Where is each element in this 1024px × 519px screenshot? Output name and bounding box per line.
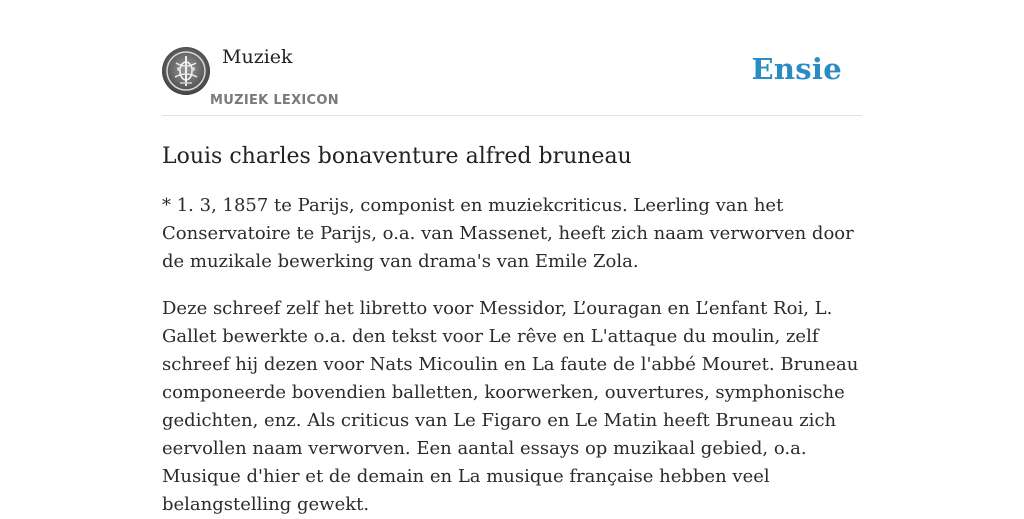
page: [162, 0, 862, 519]
header: [162, 0, 862, 116]
book-subtitle: MUZIEK LEXICON: [210, 93, 339, 108]
entry-body: [162, 192, 862, 519]
music-emblem-icon[interactable]: [162, 47, 210, 95]
entry-title: Louis charles bonaventure alfred bruneau: [162, 144, 632, 169]
brand-logo[interactable]: Ensie: [751, 52, 842, 86]
entry-paragraph: Deze schreef zelf het libretto voor Messidor, L’ouragan en L’enfant Roi, L. Gallet bewerkte o.a. den tekst voor Le rêve en L'attaque du moulin, zelf schreef hij dezen voor Nats Micoulin en La faute de l'abbé Mouret. Bruneau componeerde bovendien balletten, koorwerken, ouvertures, symphonische gedichten, enz. Als criticus van Le Figaro en Le Matin heeft Bruneau zich eervollen naam verworven. Een aantal essays op muzikaal gebied, o.a. Musique d'hier et de demain en La musique française hebben veel belangstelling gewekt.: [162, 298, 859, 515]
entry-paragraph: * 1. 3, 1857 te Parijs, componist en muziekcriticus. Leerling van het Conservatoire te Parijs, o.a. van Massenet, heeft zich naam verworven door de muzikale bewerking van drama's van Emile Zola.: [162, 195, 854, 272]
book-title[interactable]: Muziek: [222, 46, 293, 68]
